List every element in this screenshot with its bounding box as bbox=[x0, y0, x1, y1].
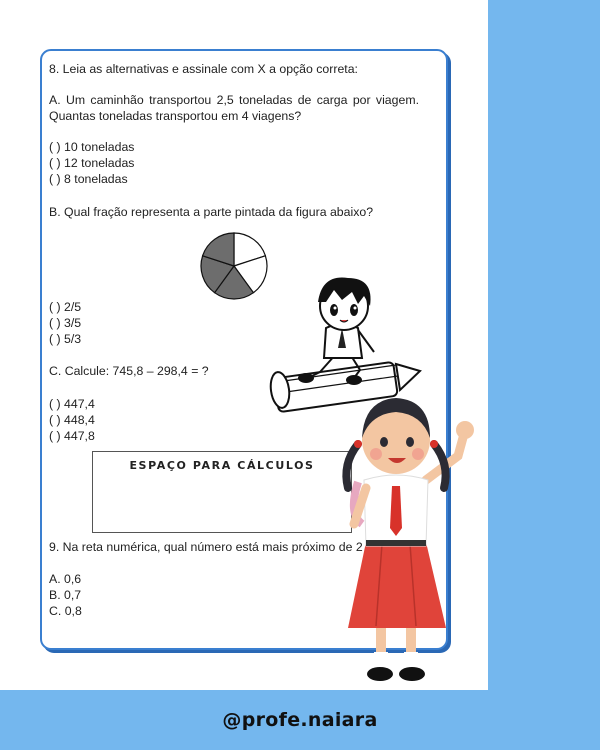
q9-option-b[interactable]: B. 0,7 bbox=[49, 588, 82, 602]
q9-question: 9. Na reta numérica, qual número está mais próximo de 2 bbox=[49, 540, 363, 554]
q8a-option-3[interactable]: ( ) 8 toneladas bbox=[49, 172, 128, 186]
right-color-band bbox=[488, 0, 600, 690]
q8c-option-3[interactable]: ( ) 447,8 bbox=[49, 429, 95, 443]
q8b-option-1[interactable]: ( ) 2/5 bbox=[49, 300, 82, 314]
q8a-question: A. Um caminhão transportou 2,5 toneladas de carga por viagem. Quantas toneladas transportou em 4 viagens? bbox=[49, 93, 419, 123]
calculation-space-box[interactable] bbox=[92, 451, 352, 533]
q8-instruction: 8. Leia as alternativas e assinale com X a opção correta: bbox=[49, 62, 358, 76]
pie-figure bbox=[196, 228, 272, 304]
q8c-option-1[interactable]: ( ) 447,4 bbox=[49, 397, 95, 411]
q8b-option-3[interactable]: ( ) 5/3 bbox=[49, 332, 82, 346]
q9-option-a[interactable]: A. 0,6 bbox=[49, 572, 82, 586]
author-handle[interactable]: @profe.naiara bbox=[222, 709, 378, 731]
q9-option-c[interactable]: C. 0,8 bbox=[49, 604, 82, 618]
q8c-option-2[interactable]: ( ) 448,4 bbox=[49, 413, 95, 427]
q8b-question: B. Qual fração representa a parte pintada da figura abaixo? bbox=[49, 205, 374, 219]
girl-student-illustration bbox=[318, 384, 478, 694]
q8b-option-2[interactable]: ( ) 3/5 bbox=[49, 316, 82, 330]
q8a-option-2[interactable]: ( ) 12 toneladas bbox=[49, 156, 135, 170]
q8c-question: C. Calcule: 745,8 – 298,4 = ? bbox=[49, 364, 209, 378]
footer-bar bbox=[0, 690, 600, 750]
q8a-option-1[interactable]: ( ) 10 toneladas bbox=[49, 140, 135, 154]
calculation-space-label: ESPAÇO PARA CÁLCULOS bbox=[129, 459, 315, 472]
